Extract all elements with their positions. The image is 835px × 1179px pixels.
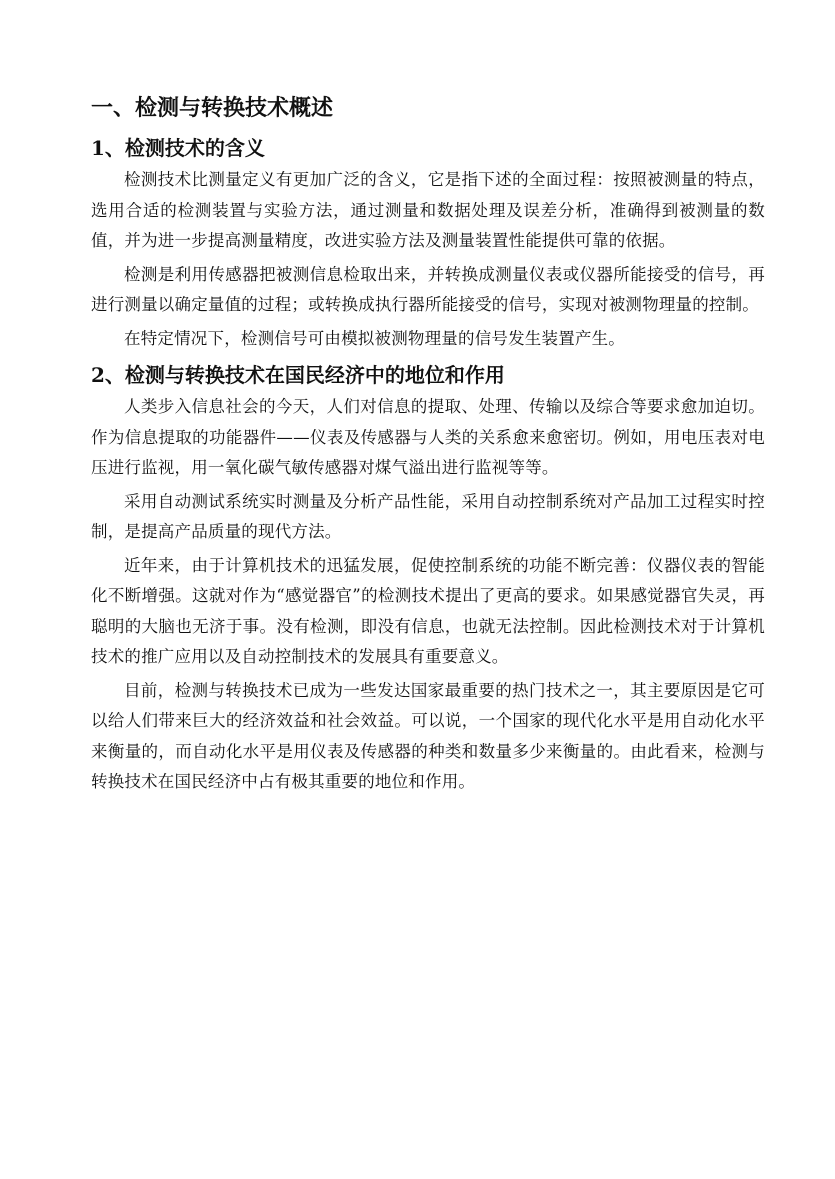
paragraph: 目前，检测与转换技术已成为一些发达国家最重要的热门技术之一，其主要原因是它可以给人们带来巨大的经济效益和社会效益。可以说，一个国家的现代化水平是用自动化水平来衡量的，而自动化水平是用仪表及传感器的种类和数量多少来衡量的。由此看来，检测与转换技术在国民经济中占有极其重要的地位和作用。 bbox=[91, 680, 765, 791]
paragraph: 检测技术比测量定义有更加广泛的含义，它是指下述的全面过程：按照被测量的特点，选用合适的检测装置与实验方法，通过测量和数据处理及误差分析，准确得到被测量的数值，并为进一步提高测量精度，改进实验方法及测量装置性能提供可靠的依据。 bbox=[91, 170, 765, 250]
paragraph: 检测是利用传感器把被测信息检取出来，并转换成测量仪表或仪器所能接受的信号，再进行测量以确定量值的过程；或转换成执行器所能接受的信号，实现对被测物理量的控制。 bbox=[91, 264, 765, 314]
chapter-title: 一、检测与转换技术概述 bbox=[91, 95, 334, 121]
paragraph: 近年来，由于计算机技术的迅猛发展，促使控制系统的功能不断完善：仪器仪表的智能化不断增强。这就对作为“感觉器官”的检测技术提出了更高的要求。如果感觉器官失灵，再聪明的大脑也无济于事。没有检测，即没有信息，也就无法控制。因此检测技术对于计算机技术的推广应用以及自动控制技术的发展具有重要意义。 bbox=[91, 555, 765, 666]
section-heading-2: 2、检测与转换技术在国民经济中的地位和作用 bbox=[91, 363, 505, 387]
paragraph: 在特定情况下，检测信号可由模拟被测物理量的信号发生装置产生。 bbox=[124, 328, 625, 348]
paragraph: 人类步入信息社会的今天，人们对信息的提取、处理、传输以及综合等要求愈加迫切。作为信息提取的功能器件——仪表及传感器与人类的关系愈来愈密切。例如，用电压表对电压进行监视，用一氧化碳气敏传感器对煤气溢出进行监视等等。 bbox=[91, 397, 765, 477]
section-heading-1: 1、检测技术的含义 bbox=[91, 136, 265, 160]
document-body bbox=[91, 91, 765, 801]
paragraph: 采用自动测试系统实时测量及分析产品性能，采用自动控制系统对产品加工过程实时控制，是提高产品质量的现代方法。 bbox=[91, 491, 765, 541]
